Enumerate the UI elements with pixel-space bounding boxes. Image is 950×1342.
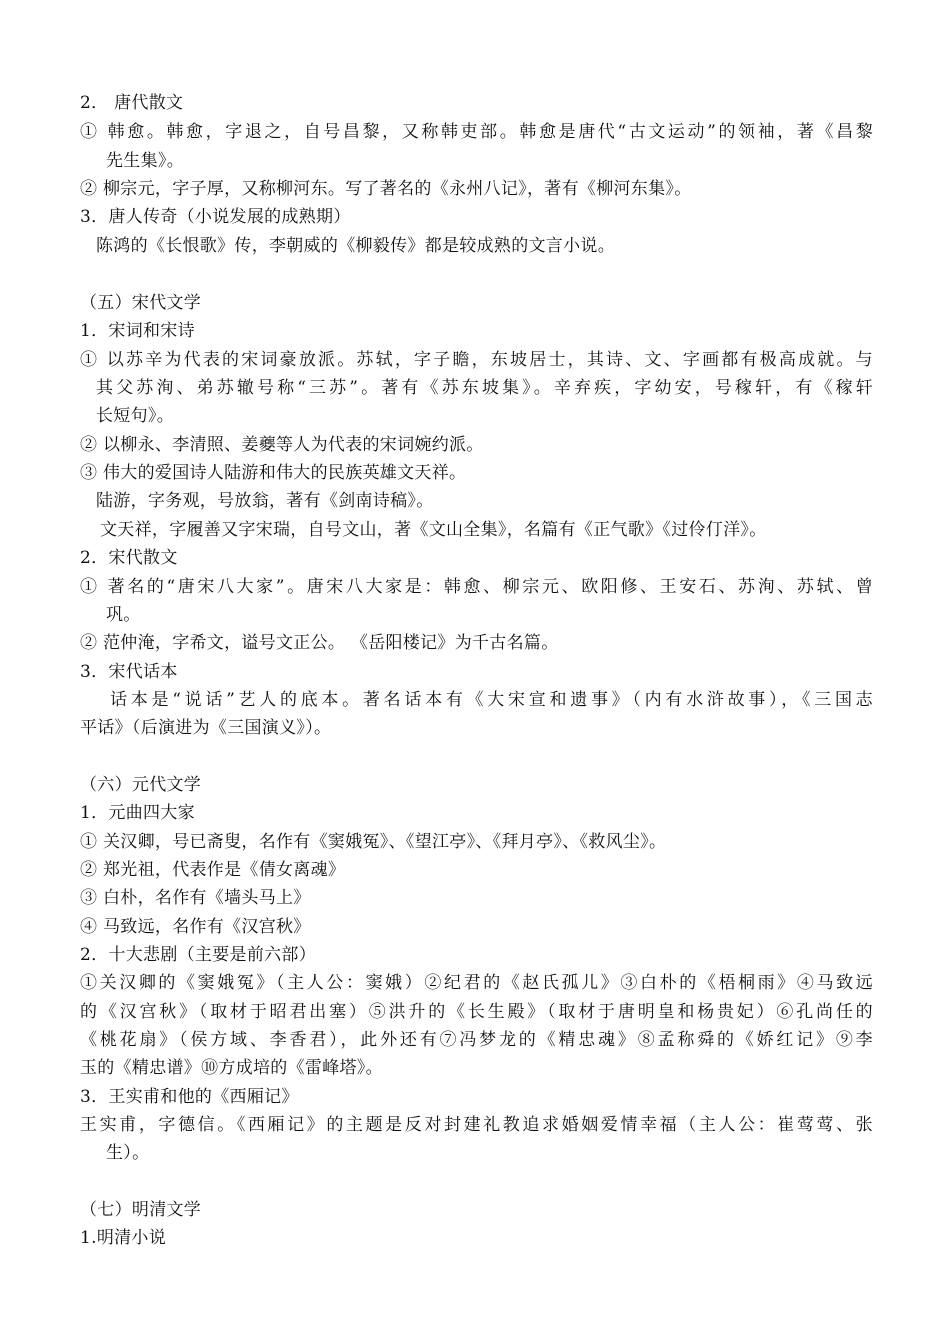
paragraph-huaben-cont: 平话》（后演进为《三国演义》）。 [80,718,332,738]
paragraph-liu-zongyuan: ② 柳宗元，字子厚，又称柳河东。写了著名的《永州八记》，著有《柳河东集》。 [80,179,692,199]
paragraph-eight-masters: ① 著名的“唐宋八大家”。唐宋八大家是：韩愈、柳宗元、欧阳修、王安石、苏洵、苏轼、曾 [80,577,873,597]
paragraph-haofang-cont2: 长短句》。 [96,406,174,426]
paragraph-zheng-guangzu: ② 郑光祖，代表作是《倩女离魂》 [80,860,346,880]
paragraph-wen-tianxiang: 文天祥，字履善又字宋瑞，自号文山，著《文山全集》，名篇有《正气歌》《过伶仃洋》。 [100,520,767,540]
paragraph-ma-zhiyuan: ④ 马致远，名作有《汉宫秋》 [80,917,311,937]
paragraph-tragedies-1: ①关汉卿的《窦娥冤》（主人公：窦娥）②纪君的《赵氏孤儿》③白朴的《梧桐雨》④马致远 [80,973,873,993]
paragraph-haofang-cont: 其父苏洵、弟苏辙号称“三苏”。著有《苏东坡集》。辛弃疾，字幼安，号稼轩，有《稼轩 [96,378,873,398]
paragraph-fan-zhongyan: ② 范仲淹，字希文，谥号文正公。 《岳阳楼记》为千古名篇。 [80,633,559,653]
paragraph-haofang: ① 以苏辛为代表的宋词豪放派。苏轼，字子瞻，东坡居士，其诗、文、字画都有极高成就。与 [80,350,873,370]
paragraph-guan-hanqing: ① 关汉卿，号已斋叟，名作有《窦娥冤》、《望江亭》、《拜月亭》、《救风尘》。 [80,832,667,852]
paragraph-xixiangji: 王实甫，字德信。《西厢记》的主题是反对封建礼教追求婚姻爱情幸福（主人公：崔莺莺、张 [80,1115,873,1135]
paragraph-tragedies-2: 的《汉宫秋》（取材于昭君出塞）⑤洪升的《长生殿》（取材于唐明皇和杨贵妃）⑥孔尚任的 [80,1002,873,1022]
heading-song-prose: 2．宋代散文 [80,548,178,568]
paragraph-huaben: 话本是“说话”艺人的底本。著名话本有《大宋宣和遗事》（内有水浒故事），《三国志 [110,690,873,710]
paragraph-tragedies-4: 玉的《精忠谱》⑩方成培的《雷峰塔》。 [80,1058,383,1078]
paragraph-eight-masters-cont: 巩。 [106,605,141,625]
heading-ten-tragedies: 2．十大悲剧（主要是前六部） [80,945,317,965]
paragraph-bai-pu: ③ 白朴，名作有《墙头马上》 [80,888,311,908]
heading-ming-qing-novels: 1.明清小说 [80,1228,167,1248]
paragraph-tragedies-3: 《桃花扇》（侯方域、李香君），此外还有⑦冯梦龙的《精忠魂》⑧孟称舜的《娇红记》⑨李 [80,1030,873,1050]
heading-song-huaben: 3．宋代话本 [80,662,178,682]
paragraph-xixiangji-cont: 生）。 [106,1143,150,1163]
paragraph-patriotic-poets: ③ 伟大的爱国诗人陆游和伟大的民族英雄文天祥。 [80,463,467,483]
heading-song-ci-poetry: 1．宋词和宋诗 [80,321,195,341]
heading-tang-chuanqi: 3．唐人传奇（小说发展的成熟期） [80,207,351,227]
section-ming-qing-literature: （七）明清文学 [80,1200,202,1220]
section-yuan-literature: （六）元代文学 [80,775,202,795]
section-song-literature: （五）宋代文学 [80,293,202,313]
paragraph-wanyue: ② 以柳永、李清照、姜夔等人为代表的宋词婉约派。 [80,435,484,455]
heading-wang-shifu: 3．王实甫和他的《西厢记》 [80,1087,299,1107]
paragraph-han-yu-cont: 先生集》。 [106,151,184,171]
paragraph-han-yu: ① 韩愈。韩愈，字退之，自号昌黎，又称韩吏部。韩愈是唐代“古文运动”的领袖，著《昌黎 [80,122,873,142]
heading-tang-prose: 2． 唐代散文 [80,93,184,113]
heading-yuanqu-masters: 1．元曲四大家 [80,803,195,823]
paragraph-chuanqi: 陈鸿的《长恨歌》传，李朝威的《柳毅传》都是较成熟的文言小说。 [96,236,615,256]
paragraph-lu-you: 陆游，字务观，号放翁，著有《剑南诗稿》。 [96,491,434,511]
